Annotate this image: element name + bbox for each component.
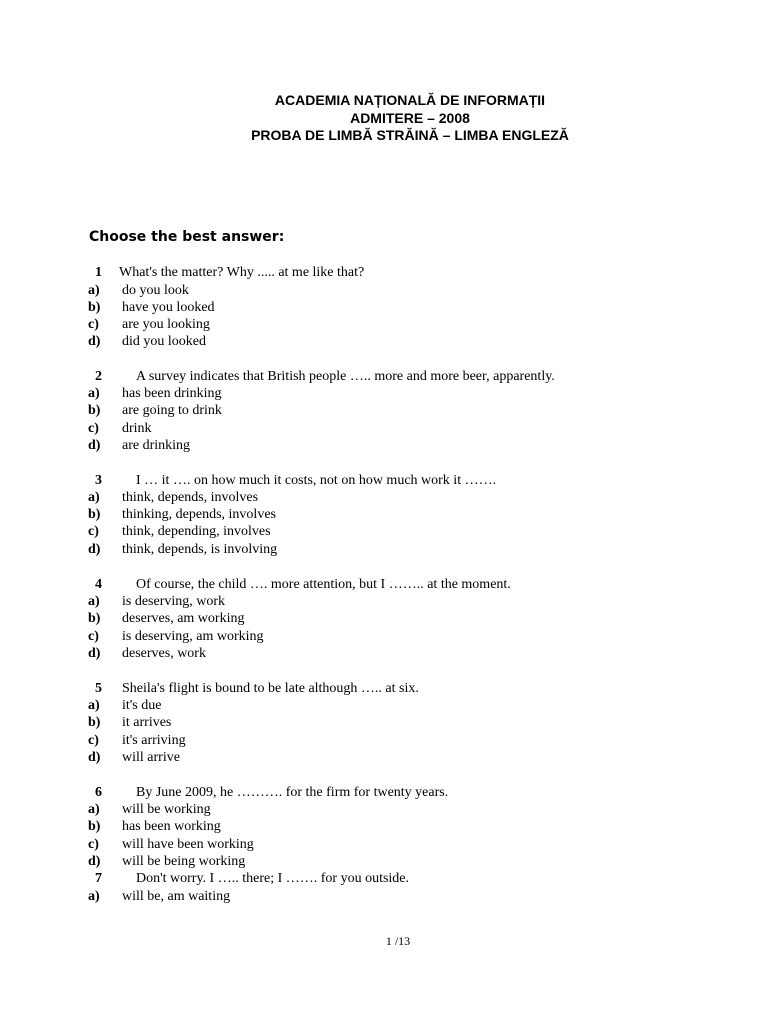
- option-letter: a): [88, 283, 100, 298]
- option-text: deserves, am working: [122, 611, 245, 626]
- question-number: 7: [95, 871, 102, 886]
- option-text: are drinking: [122, 438, 191, 453]
- option-letter: d): [88, 334, 101, 349]
- option-text: will be working: [122, 802, 211, 817]
- option-letter: b): [88, 819, 101, 834]
- option-letter: b): [88, 715, 101, 730]
- option-text: have you looked: [122, 300, 215, 315]
- option-text: will be, am waiting: [122, 889, 231, 904]
- question-text: Don't worry. I ….. there; I ……. for you outside.: [136, 871, 410, 886]
- option-text: thinking, depends, involves: [122, 507, 276, 522]
- option-text: will be being working: [122, 854, 246, 869]
- option-text: are you looking: [122, 317, 210, 332]
- option-text: it arrives: [122, 715, 172, 730]
- option-text: has been working: [122, 819, 221, 834]
- question-number: 2: [95, 369, 102, 384]
- question-text: Of course, the child …. more attention, but I …….. at the moment.: [136, 577, 511, 592]
- question-number: 4: [95, 577, 102, 592]
- header-exam-title: PROBA DE LIMBĂ STRĂINĂ – LIMBA ENGLEZĂ: [251, 127, 569, 143]
- page-number: 1 /13: [385, 934, 411, 948]
- option-letter: d): [88, 854, 101, 869]
- question-text: A survey indicates that British people ….. more and more beer, apparently.: [136, 369, 555, 384]
- question-text: What's the matter? Why ..... at me like that?: [119, 265, 365, 280]
- option-letter: b): [88, 403, 101, 418]
- option-letter: a): [88, 698, 100, 713]
- option-text: it's due: [122, 698, 162, 713]
- option-letter: d): [88, 438, 101, 453]
- question-text: By June 2009, he ………. for the firm for twenty years.: [136, 785, 449, 800]
- option-letter: c): [88, 733, 99, 748]
- header-admission-year: ADMITERE – 2008: [350, 109, 470, 126]
- option-letter: a): [88, 802, 100, 817]
- option-text: is deserving, work: [122, 594, 226, 609]
- option-text: will arrive: [122, 750, 180, 765]
- option-text: do you look: [122, 283, 189, 298]
- question-number: 1: [95, 265, 102, 280]
- option-text: think, depends, is involving: [122, 542, 278, 557]
- option-letter: d): [88, 646, 101, 661]
- option-text: will have been working: [122, 837, 254, 852]
- document-header: [0, 92, 768, 145]
- option-letter: a): [88, 490, 100, 505]
- option-text: think, depending, involves: [122, 524, 271, 539]
- option-text: are going to drink: [122, 403, 222, 418]
- option-letter: d): [88, 750, 101, 765]
- option-letter: d): [88, 542, 101, 557]
- option-letter: b): [88, 300, 101, 315]
- option-letter: c): [88, 837, 99, 852]
- option-letter: a): [88, 594, 100, 609]
- option-text: is deserving, am working: [122, 629, 264, 644]
- option-letter: b): [88, 611, 101, 626]
- option-letter: c): [88, 317, 99, 332]
- question-text: Sheila's flight is bound to be late although ….. at six.: [122, 681, 419, 696]
- option-text: did you looked: [122, 334, 206, 349]
- option-letter: c): [88, 524, 99, 539]
- question-number: 6: [95, 785, 102, 800]
- question-number: 5: [95, 681, 102, 696]
- instruction-heading: Choose the best answer:: [89, 229, 285, 245]
- option-text: think, depends, involves: [122, 490, 259, 505]
- option-letter: a): [88, 386, 100, 401]
- option-letter: c): [88, 629, 99, 644]
- question-number: 3: [95, 473, 102, 488]
- option-text: deserves, work: [122, 646, 206, 661]
- header-institution: ACADEMIA NAȚIONALĂ DE INFORMAȚII: [274, 92, 546, 108]
- option-text: drink: [122, 421, 152, 436]
- option-letter: c): [88, 421, 99, 436]
- question-text: I … it …. on how much it costs, not on how much work it …….: [136, 473, 497, 488]
- option-text: has been drinking: [122, 386, 222, 401]
- option-letter: a): [88, 889, 100, 904]
- option-text: it's arriving: [122, 733, 186, 748]
- option-letter: b): [88, 507, 101, 522]
